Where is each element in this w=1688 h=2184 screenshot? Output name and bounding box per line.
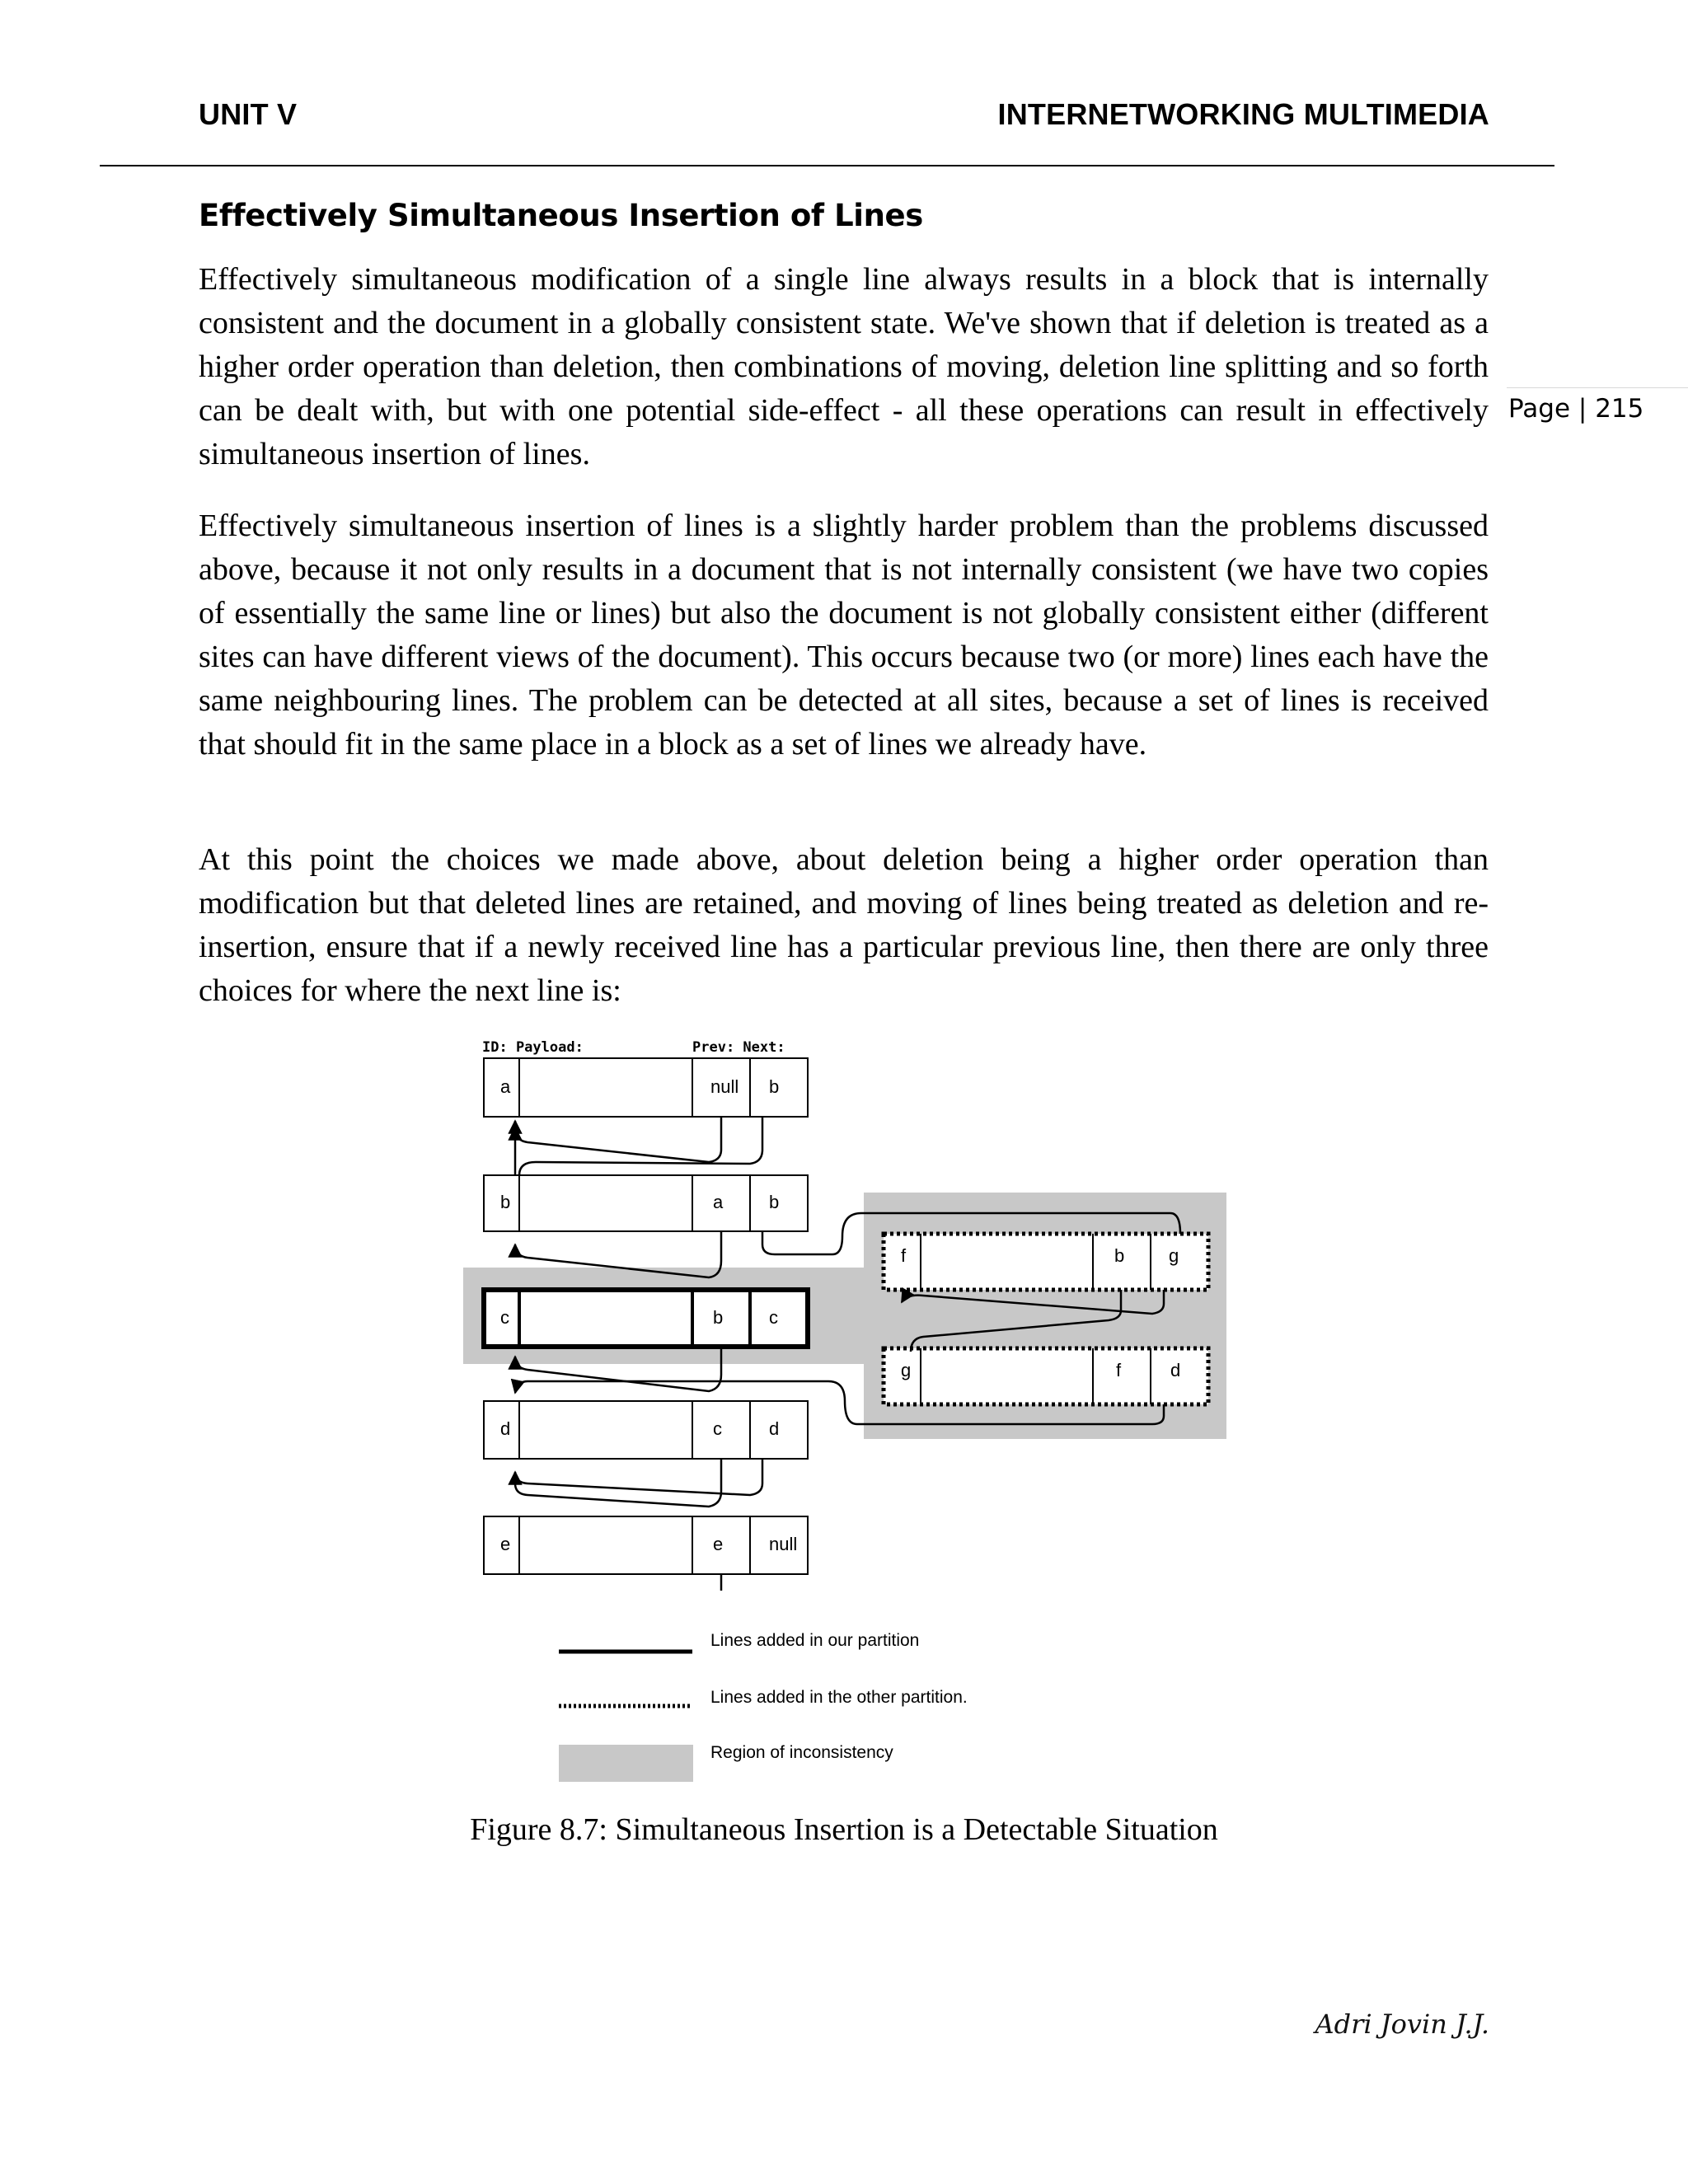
row-f-id: f	[901, 1245, 907, 1266]
legend-gray-swatch	[559, 1745, 693, 1782]
row-b-next: b	[769, 1192, 780, 1212]
row-f-next: g	[1169, 1245, 1179, 1266]
row-e-id: e	[500, 1534, 511, 1554]
legend-label-our-partition: Lines added in our partition	[710, 1631, 920, 1650]
row-g-next: d	[1170, 1360, 1181, 1380]
row-a-next: b	[769, 1076, 780, 1097]
row-a-id: a	[500, 1076, 511, 1097]
row-e	[484, 1516, 808, 1574]
row-c	[484, 1290, 808, 1347]
row-d-id: d	[500, 1418, 511, 1439]
paragraph-1: Effectively simultaneous modification of a single line always results in a block that is internally consistent and the document in a globally consistent state. We've shown that if deletion is treated as a higher order operation than deletion, then combinations of moving, deletion line splitting and so forth can be dealt with, but with one potential side-effect - all these operations can result in effectively simultaneous insertion of lines.	[199, 262, 1489, 471]
figure-caption: Figure 8.7: Simultaneous Insertion is a Detectable Situation	[470, 1812, 1218, 1847]
row-b-prev: a	[713, 1192, 724, 1212]
row-a	[484, 1058, 808, 1117]
section-title: Effectively Simultaneous Insertion of Lines	[199, 198, 923, 233]
row-g	[884, 1348, 1208, 1404]
row-f	[884, 1234, 1208, 1290]
row-c-id: c	[500, 1307, 509, 1328]
row-g-id: g	[901, 1360, 912, 1380]
row-d-next: d	[769, 1418, 780, 1439]
header-subject: INTERNETWORKING MULTIMEDIA	[997, 97, 1489, 131]
legend-label-other-partition: Lines added in the other partition.	[710, 1688, 968, 1707]
row-d-prev: c	[713, 1418, 722, 1439]
row-f-prev: b	[1114, 1245, 1125, 1266]
author-signature: Adri Jovin J.J.	[1315, 2008, 1489, 2040]
legend-label-inconsistency: Region of inconsistency	[710, 1743, 893, 1762]
page-number: Page | 215	[1508, 394, 1644, 424]
row-g-prev: f	[1116, 1360, 1122, 1380]
row-c-next: c	[769, 1307, 778, 1328]
column-header-id-payload: ID: Payload:	[482, 1039, 584, 1056]
header-unit: UNIT V	[199, 97, 298, 131]
paragraph-3: At this point the choices we made above, about deletion being a higher order operation than modification but that deleted lines are retained, and moving of lines being treated as deletion and re-insertion, ensure that if a newly received line has a particular previous line, then there are only three choices for where the next line is:	[199, 842, 1489, 1008]
legend	[559, 1631, 968, 1782]
paragraph-2: Effectively simultaneous insertion of lines is a slightly harder problem than the problems discussed above, because it not only results in a document that is not internally consistent (we have two copies of essentially the same line or lines) but also the document is not globally consistent either (different sites can have different views of the document). This occurs because two (or more) lines each have the same neighbouring lines. The problem can be detected at all sites, because a set of lines is received that should fit in the same place in a block as a set of lines we already have.	[199, 509, 1489, 762]
row-e-next: null	[769, 1534, 798, 1554]
row-c-prev: b	[713, 1307, 724, 1328]
column-header-prev-next: Prev: Next:	[692, 1039, 785, 1056]
row-b	[484, 1175, 808, 1231]
row-e-prev: e	[713, 1534, 724, 1554]
row-a-prev: null	[710, 1076, 739, 1097]
row-b-id: b	[500, 1192, 511, 1212]
row-d	[484, 1401, 808, 1459]
